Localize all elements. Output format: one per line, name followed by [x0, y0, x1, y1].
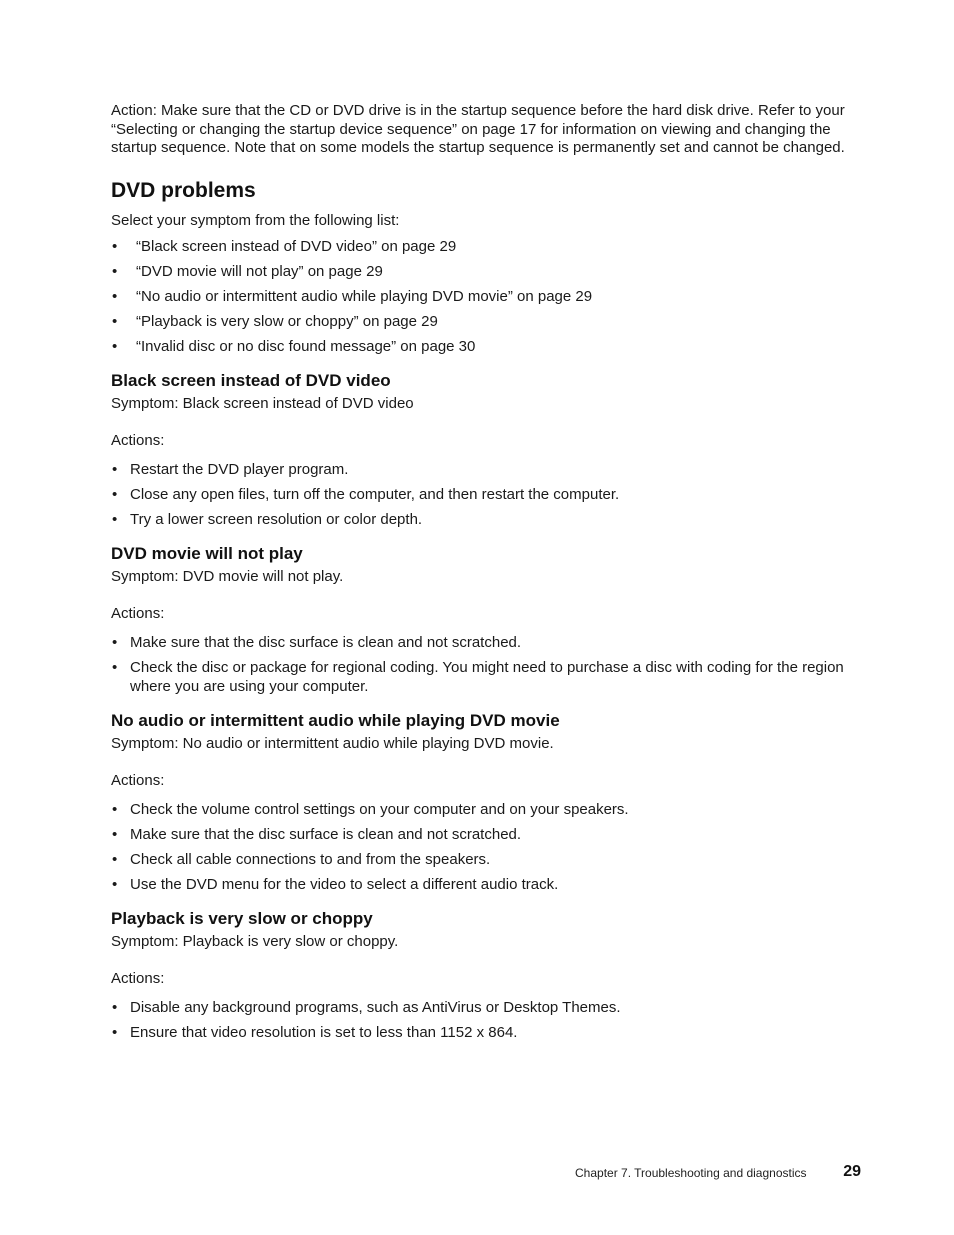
bullet: •	[112, 875, 118, 893]
subsection-no-audio	[111, 710, 846, 894]
subsection-playback-slow	[111, 908, 846, 1042]
actions-list	[111, 998, 846, 1042]
symptom-link[interactable]: • “No audio or intermittent audio while playing DVD movie” on page 29	[112, 287, 593, 305]
bullet: •	[112, 825, 118, 843]
action-item: • Close any open files, turn off the computer, and then restart the computer.	[112, 485, 620, 503]
action-item: • Check the volume control settings on your computer and on your speakers.	[112, 800, 629, 818]
symptom-text: Symptom: DVD movie will not play.	[111, 567, 344, 585]
action-item: • Try a lower screen resolution or color depth.	[112, 510, 423, 528]
action-item: • Ensure that video resolution is set to less than 1152 x 864.	[112, 1023, 518, 1041]
subsection-black-screen	[111, 370, 846, 529]
symptom-link[interactable]: • “Black screen instead of DVD video” on page 29	[112, 237, 457, 255]
page-footer	[575, 1163, 861, 1183]
bullet: •	[112, 337, 118, 355]
actions-label: Actions:	[111, 431, 165, 449]
actions-label: Actions:	[111, 604, 165, 622]
bullet: •	[112, 800, 118, 818]
bullet: •	[112, 287, 118, 305]
bullet: •	[112, 262, 118, 280]
actions-label: Actions:	[111, 771, 165, 789]
symptom-list-intro: Select your symptom from the following list:	[111, 211, 400, 229]
bullet: •	[112, 1023, 118, 1041]
actions-list	[111, 800, 846, 894]
symptom-link[interactable]: • “DVD movie will not play” on page 29	[112, 262, 383, 280]
bullet: •	[112, 485, 118, 503]
subsection-title: Playback is very slow or choppy	[111, 908, 373, 928]
subsection-title: No audio or intermittent audio while playing DVD movie	[111, 710, 560, 730]
subsection-title: DVD movie will not play	[111, 543, 303, 563]
document-page	[111, 102, 846, 1048]
intro-paragraph: Action: Make sure that the CD or DVD drive is in the startup sequence before the hard disk drive. Refer to your “Selecting or changing the startup device sequence” on page 17 for information on viewing and changing the startup sequence. Note that on some models the startup sequence is permanently set and cannot be changed.	[111, 102, 845, 157]
page-number: 29	[843, 1163, 861, 1180]
action-item: • Make sure that the disc surface is clean and not scratched.	[112, 825, 522, 843]
actions-list	[111, 633, 846, 696]
action-item: • Use the DVD menu for the video to select a different audio track.	[112, 875, 559, 893]
actions-list	[111, 460, 846, 529]
symptom-link[interactable]: • “Invalid disc or no disc found message” on page 30	[112, 337, 476, 355]
symptom-link-list	[111, 238, 846, 356]
actions-label: Actions:	[111, 969, 165, 987]
action-item: • Check all cable connections to and from the speakers.	[112, 850, 491, 868]
symptom-link[interactable]: • “Playback is very slow or choppy” on page 29	[112, 312, 438, 330]
bullet: •	[112, 460, 118, 478]
action-item: • Make sure that the disc surface is clean and not scratched.	[112, 633, 522, 651]
bullet: •	[112, 658, 118, 676]
subsection-dvd-movie-will-not-play	[111, 543, 846, 696]
action-item: • Restart the DVD player program.	[112, 460, 349, 478]
symptom-text: Symptom: Playback is very slow or choppy.	[111, 932, 399, 950]
footer-chapter: Chapter 7. Troubleshooting and diagnostics	[575, 1166, 807, 1180]
subsection-title: Black screen instead of DVD video	[111, 370, 391, 390]
bullet: •	[112, 633, 118, 651]
symptom-text: Symptom: No audio or intermittent audio while playing DVD movie.	[111, 734, 554, 752]
bullet: •	[112, 510, 118, 528]
action-item: • Check the disc or package for regional coding. You might need to purchase a disc with coding for the region where you are using your computer.	[112, 658, 844, 695]
section-title-dvd-problems: DVD problems	[111, 178, 256, 202]
bullet: •	[112, 850, 118, 868]
symptom-text: Symptom: Black screen instead of DVD video	[111, 394, 414, 412]
bullet: •	[112, 998, 118, 1016]
action-item: • Disable any background programs, such as AntiVirus or Desktop Themes.	[112, 998, 621, 1016]
bullet: •	[112, 237, 118, 255]
bullet: •	[112, 312, 118, 330]
